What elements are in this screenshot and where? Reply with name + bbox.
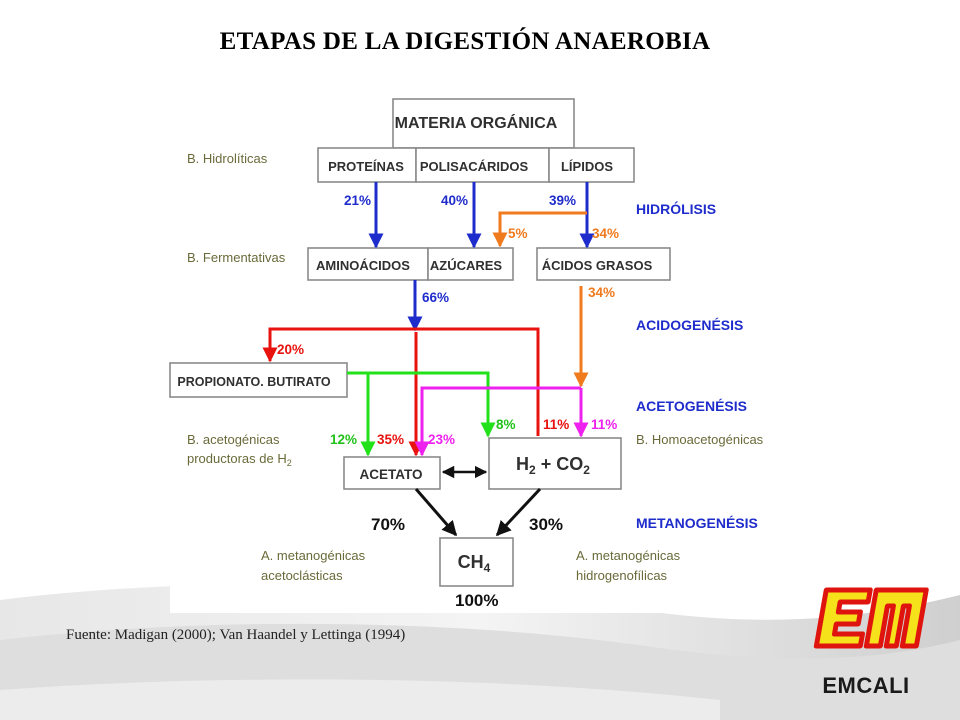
source-citation: Fuente: Madigan (2000); Van Haandel y Lettinga (1994): [66, 627, 406, 643]
ch4-main: CH: [457, 552, 484, 572]
stage-acidogenesis: ACIDOGENÉSIS: [636, 317, 744, 333]
pct-39: 39%: [549, 193, 577, 208]
pct-40: 40%: [441, 193, 469, 208]
pct-5: 5%: [508, 226, 528, 241]
label-productoras-h2: [187, 451, 292, 468]
arrow-green-h2: [368, 373, 488, 436]
aminoacidos-label: AMINOÁCIDOS: [316, 258, 410, 273]
pct-23: 23%: [428, 432, 456, 447]
h2-co2-label: [516, 454, 590, 477]
stage-hidrolisis: HIDRÓLISIS: [636, 201, 717, 217]
pct-34-lipidos: 34%: [592, 226, 620, 241]
pct-12: 12%: [330, 432, 358, 447]
pct-66: 66%: [422, 290, 450, 305]
label-metano-hidro-2: hidrogenofílicas: [576, 568, 668, 583]
propionato-butirato-label: PROPIONATO. BUTIRATO: [177, 375, 331, 389]
label-b-fermentativas: B. Fermentativas: [187, 250, 286, 265]
stage-metanogenesis: METANOGENÉSIS: [636, 515, 758, 531]
azucares-label: AZÚCARES: [429, 258, 503, 273]
materia-organica-label: MATERIA ORGÁNICA: [394, 115, 558, 132]
label-metano-hidro-1: A. metanogénicas: [576, 548, 681, 563]
lipidos-label: LÍPIDOS: [560, 159, 614, 174]
h2-plus-co: + CO: [535, 454, 584, 474]
label-b-hidroliticas: B. Hidrolíticas: [187, 151, 268, 166]
pct-35: 35%: [377, 432, 405, 447]
emcali-logo: [816, 590, 926, 646]
productoras-h2-sub: 2: [286, 458, 292, 468]
pct-70: 70%: [371, 515, 406, 534]
label-metano-aceto-2: acetoclásticas: [261, 568, 343, 583]
h2-sub: 2: [529, 463, 536, 477]
slide-title: ETAPAS DE LA DIGESTIÓN ANAEROBIA: [219, 28, 711, 55]
pct-100: 100%: [455, 591, 499, 610]
stage-acetogenesis: ACETOGENÉSIS: [636, 398, 747, 414]
acidos-grasos-label: ÁCIDOS GRASOS: [541, 258, 653, 273]
pct-11-red: 11%: [543, 417, 570, 432]
pct-20: 20%: [277, 342, 305, 357]
proteinas-label: PROTEÍNAS: [328, 159, 404, 174]
label-b-homoacetogenicas: B. Homoacetogénicas: [636, 432, 764, 447]
arrow-acetato-ch4: [416, 489, 456, 535]
co2-sub: 2: [583, 463, 590, 477]
pct-11-magenta: 11%: [591, 417, 618, 432]
pct-34-acidos: 34%: [588, 285, 616, 300]
label-metano-aceto-1: A. metanogénicas: [261, 548, 366, 563]
ch4-sub: 4: [483, 561, 491, 575]
h2-main: H: [516, 454, 530, 474]
pct-8: 8%: [496, 417, 516, 432]
label-b-acetogenicas: B. acetogénicas: [187, 432, 280, 447]
pct-30: 30%: [529, 515, 564, 534]
acetato-label: ACETATO: [359, 467, 423, 482]
pct-21: 21%: [344, 193, 372, 208]
polisacaridos-label: POLISACÁRIDOS: [419, 159, 529, 174]
productoras-h2-main: productoras de H: [187, 451, 287, 466]
logo-wordmark: EMCALI: [822, 673, 910, 698]
